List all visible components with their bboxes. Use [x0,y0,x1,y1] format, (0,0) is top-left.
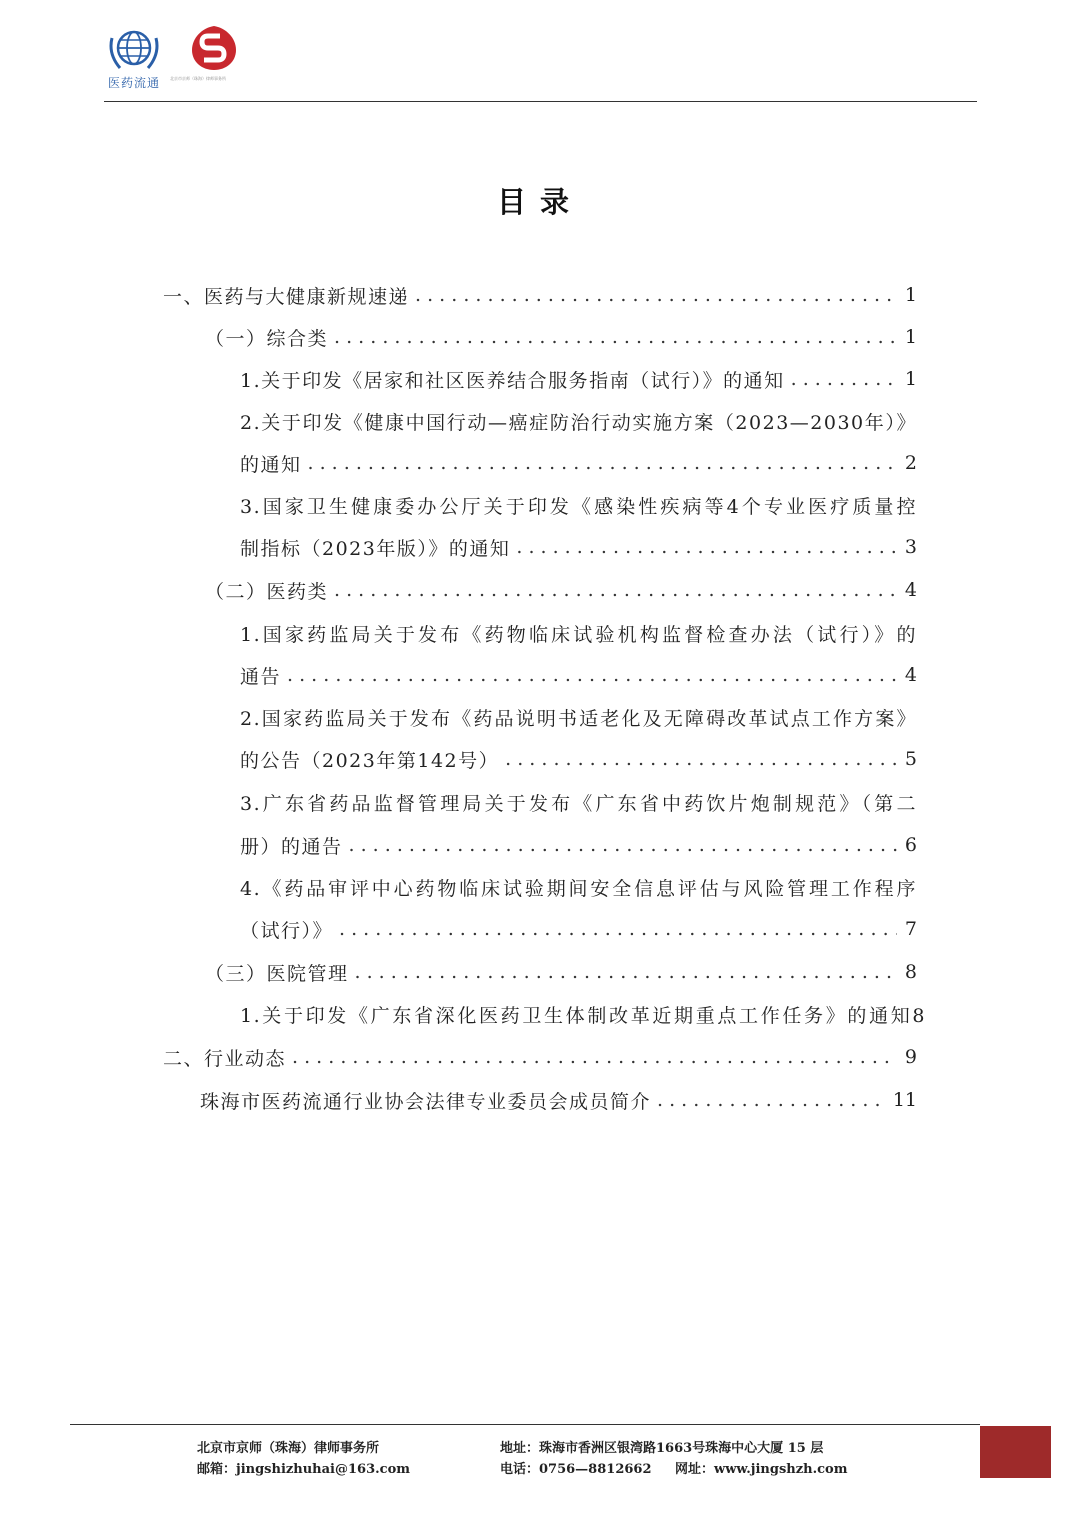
toc-entry[interactable] [205,316,917,358]
toc-entry-text: 制指标（2023年版）》的通知 [240,537,511,560]
toc-entry[interactable] [240,781,917,823]
law-firm-logo-icon [190,24,238,72]
footer-address: 地址：珠海市香洲区银湾路1663号珠海中心大厦 15 层 [500,1441,824,1456]
logo-right-caption: 北京市京师（珠海）律师事务所 [170,76,226,81]
toc-page-number: 3 [904,536,917,558]
toc-entry[interactable] [200,1079,917,1121]
toc-entry-text: 1.关于印发《广东省深化医药卫生体制改革近期重点工作任务》的通知8 [240,1004,926,1027]
toc-page-number: 8 [904,961,917,983]
toc-entry-continuation[interactable] [240,526,917,568]
dot-leader [287,664,897,686]
toc-entry-text: （二）医药类 [205,580,329,603]
toc-entry-text: 二、行业动态 [163,1047,287,1070]
toc-entry-text: 的公告（2023年第142号） [240,749,500,772]
footer-phone: 电话：0756—8812662 [500,1462,652,1477]
footer-email: 邮箱：jingshizhuhai@163.com [197,1462,410,1477]
footer-color-block [980,1426,1051,1478]
dot-leader [334,326,897,348]
toc-page-number: 1 [904,284,917,306]
toc-entry[interactable] [240,484,917,526]
toc-entry-continuation[interactable] [240,442,917,484]
toc-page-number: 6 [904,834,917,856]
toc-entry-continuation[interactable] [240,738,917,780]
toc-entry-text: 1.国家药监局关于发布《药物临床试验机构监督检查办法（试行）》的 [240,623,917,646]
toc-entry-text: 册）的通告 [240,835,343,858]
dot-leader [415,284,897,306]
toc-entry-text: 1.关于印发《居家和社区医养结合服务指南（试行）》的通知 [240,369,785,392]
toc-entry[interactable] [240,866,917,908]
toc-entry[interactable] [240,612,917,654]
dot-leader [791,368,897,390]
toc-entry-text: 2.关于印发《健康中国行动—癌症防治行动实施方案（2023—2030年）》 [240,411,917,434]
footer-rule [70,1424,980,1425]
toc-page-number: 5 [904,748,917,770]
dot-leader [339,918,897,940]
dot-leader [516,536,897,558]
dot-leader [657,1089,887,1111]
page-title: 目录 [496,185,583,219]
dot-leader [334,579,897,601]
toc-entry[interactable] [163,274,917,316]
dot-leader [505,748,897,770]
toc-page-number: 1 [904,326,917,348]
toc-entry-continuation[interactable] [240,824,917,866]
toc-entry-text: 的通知 [240,453,302,476]
dot-leader [308,452,897,474]
toc-page-number: 1 [904,368,917,390]
toc-entry[interactable] [163,1036,917,1078]
toc-entry-text: 2.国家药监局关于发布《药品说明书适老化及无障碍改革试点工作方案》 [240,707,917,730]
toc-entry-text: 3.国家卫生健康委办公厅关于印发《感染性疾病等4个专业医疗质量控 [240,495,917,518]
toc-entry-text: 通告 [240,665,282,688]
toc-entry-text: （试行）》 [240,919,334,942]
toc-entry-continuation[interactable] [240,654,917,696]
toc-entry-text: 4.《药品审评中心药物临床试验期间安全信息评估与风险管理工作程序 [240,877,917,900]
dot-leader [292,1046,897,1068]
toc-page-number: 9 [904,1046,917,1068]
toc-page-number: 2 [904,452,917,474]
dot-leader [349,834,897,856]
toc-entry-text: 珠海市医药流通行业协会法律专业委员会成员简介 [200,1090,652,1113]
header-rule [104,101,977,102]
toc-entry-text: 3.广东省药品监督管理局关于发布《广东省中药饮片炮制规范》（第二 [240,792,917,815]
toc-entry-text: （一）综合类 [205,327,329,350]
toc-entry[interactable] [240,358,917,400]
toc-entry-continuation[interactable] [240,908,917,950]
toc-entry[interactable] [240,696,917,738]
toc-entry[interactable] [240,993,926,1035]
toc-page-number: 4 [904,664,917,686]
toc-page-number: 4 [904,579,917,601]
dot-leader [355,961,897,983]
toc-entry[interactable] [205,951,917,993]
toc-entry-text: （三）医院管理 [205,962,349,985]
footer-firm-name: 北京市京师（珠海）律师事务所 [197,1441,380,1456]
toc-entry[interactable] [240,400,917,442]
footer-website: 网址：www.jingshzh.com [675,1462,848,1477]
logo-left-label: 医药流通 [107,76,160,90]
toc-page-number: 11 [892,1089,917,1111]
toc-page-number: 7 [904,918,917,940]
toc-entry-text: 一、医药与大健康新规速递 [163,285,410,308]
toc-entry[interactable] [205,569,917,611]
